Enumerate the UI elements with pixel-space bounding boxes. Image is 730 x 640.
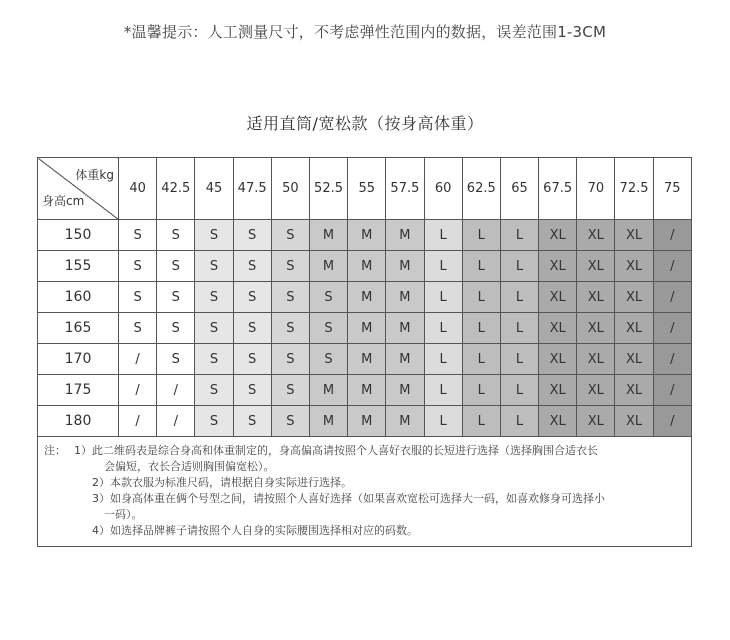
size-cell: M — [386, 251, 424, 282]
size-cell: L — [424, 282, 462, 313]
notes-cell — [38, 437, 692, 547]
size-cell: S — [195, 282, 233, 313]
size-cell: S — [233, 344, 271, 375]
size-cell: XL — [539, 220, 577, 251]
size-cell: S — [233, 282, 271, 313]
size-cell: S — [271, 282, 309, 313]
size-cell: XL — [615, 282, 653, 313]
size-cell: L — [462, 251, 500, 282]
weight-header-cell: 57.5 — [386, 158, 424, 220]
size-cell: L — [424, 220, 462, 251]
size-cell: S — [195, 375, 233, 406]
size-cell: M — [386, 406, 424, 437]
size-cell: XL — [615, 344, 653, 375]
size-cell: S — [157, 344, 195, 375]
size-cell: M — [348, 251, 386, 282]
note-line: 会偏短，衣长合适则胸围偏宽松）。 — [104, 460, 275, 473]
warm-tip: *温馨提示：人工测量尺寸，不考虑弹性范围内的数据，误差范围1-3CM — [123, 23, 607, 41]
weight-axis-label: 体重kg — [75, 168, 114, 182]
size-cell: S — [195, 406, 233, 437]
size-cell: S — [271, 344, 309, 375]
size-cell: S — [233, 313, 271, 344]
size-cell: M — [386, 313, 424, 344]
size-cell: S — [271, 375, 309, 406]
size-cell: XL — [577, 375, 615, 406]
size-cell: S — [157, 282, 195, 313]
weight-header-cell: 70 — [577, 158, 615, 220]
height-cell: 150 — [38, 220, 119, 251]
size-cell: S — [119, 282, 157, 313]
size-cell: XL — [539, 344, 577, 375]
size-cell: M — [309, 220, 347, 251]
size-cell: M — [348, 406, 386, 437]
weight-header-cell: 42.5 — [157, 158, 195, 220]
size-cell: XL — [577, 282, 615, 313]
height-cell: 165 — [38, 313, 119, 344]
corner-header-cell — [38, 158, 119, 220]
table-row — [38, 220, 692, 251]
size-cell: / — [157, 406, 195, 437]
size-cell: S — [271, 313, 309, 344]
table-row — [38, 406, 692, 437]
size-cell: XL — [615, 406, 653, 437]
size-cell: M — [386, 375, 424, 406]
size-cell: / — [119, 406, 157, 437]
size-cell: / — [653, 282, 691, 313]
size-cell: M — [348, 313, 386, 344]
table-row — [38, 375, 692, 406]
size-cell: L — [462, 313, 500, 344]
size-cell: M — [386, 344, 424, 375]
size-cell: S — [233, 220, 271, 251]
size-cell: L — [462, 220, 500, 251]
size-cell: M — [309, 251, 347, 282]
size-cell: / — [653, 313, 691, 344]
size-cell: XL — [577, 313, 615, 344]
size-cell: L — [500, 282, 538, 313]
note-line: 4）如选择品牌裤子请按照个人自身的实际腰围选择相对应的码数。 — [92, 524, 418, 537]
weight-header-cell: 52.5 — [309, 158, 347, 220]
weight-header-cell: 60 — [424, 158, 462, 220]
size-cell: L — [500, 375, 538, 406]
table-row — [38, 313, 692, 344]
size-cell: L — [424, 251, 462, 282]
size-cell: / — [653, 375, 691, 406]
size-cell: S — [309, 344, 347, 375]
size-cell: S — [157, 220, 195, 251]
size-cell: S — [195, 251, 233, 282]
size-cell: M — [348, 344, 386, 375]
size-cell: S — [271, 251, 309, 282]
size-cell: M — [386, 220, 424, 251]
size-cell: L — [462, 282, 500, 313]
size-cell: L — [424, 406, 462, 437]
size-cell: XL — [577, 251, 615, 282]
size-cell: L — [462, 375, 500, 406]
weight-header-cell: 67.5 — [539, 158, 577, 220]
size-cell: XL — [539, 251, 577, 282]
weight-header-cell: 47.5 — [233, 158, 271, 220]
size-cell: / — [653, 344, 691, 375]
header-row — [38, 158, 692, 220]
size-cell: S — [309, 313, 347, 344]
size-cell: S — [233, 251, 271, 282]
size-cell: XL — [539, 375, 577, 406]
weight-header-cell: 62.5 — [462, 158, 500, 220]
size-cell: M — [309, 375, 347, 406]
size-cell: S — [195, 313, 233, 344]
size-cell: M — [386, 282, 424, 313]
size-cell: S — [157, 251, 195, 282]
size-cell: S — [195, 344, 233, 375]
size-cell: XL — [577, 344, 615, 375]
size-cell: S — [195, 220, 233, 251]
weight-header-cell: 50 — [271, 158, 309, 220]
note-line: 一码）。 — [104, 508, 143, 521]
size-cell: M — [348, 282, 386, 313]
size-cell: XL — [539, 282, 577, 313]
size-cell: L — [462, 344, 500, 375]
size-cell: XL — [539, 406, 577, 437]
height-cell: 160 — [38, 282, 119, 313]
size-cell: XL — [615, 220, 653, 251]
size-cell: L — [424, 313, 462, 344]
notes-prefix: 注： — [44, 444, 66, 457]
size-cell: L — [500, 220, 538, 251]
size-cell: L — [500, 344, 538, 375]
size-cell: S — [233, 406, 271, 437]
size-cell: S — [271, 406, 309, 437]
size-cell: XL — [615, 251, 653, 282]
size-chart-table — [37, 157, 692, 547]
note-line: 2）本款衣服为标准尺码，请根据自身实际进行选择。 — [92, 476, 352, 489]
chart-title: 适用直筒/宽松款（按身高体重） — [246, 114, 484, 133]
height-axis-label: 身高cm — [42, 194, 85, 208]
size-cell: S — [119, 220, 157, 251]
size-cell: XL — [577, 406, 615, 437]
size-cell: L — [424, 375, 462, 406]
size-cell: S — [233, 375, 271, 406]
size-cell: XL — [615, 313, 653, 344]
size-cell: / — [157, 375, 195, 406]
size-cell: L — [500, 251, 538, 282]
weight-header-cell: 45 — [195, 158, 233, 220]
size-cell: S — [309, 282, 347, 313]
size-cell: XL — [539, 313, 577, 344]
size-cell: S — [119, 313, 157, 344]
weight-header-cell: 65 — [500, 158, 538, 220]
height-cell: 170 — [38, 344, 119, 375]
table-row — [38, 251, 692, 282]
height-cell: 175 — [38, 375, 119, 406]
table-row — [38, 344, 692, 375]
size-cell: / — [119, 375, 157, 406]
size-cell: L — [424, 344, 462, 375]
size-cell: L — [462, 406, 500, 437]
size-cell: / — [119, 344, 157, 375]
size-cell: M — [348, 375, 386, 406]
weight-header-cell: 75 — [653, 158, 691, 220]
height-cell: 155 — [38, 251, 119, 282]
note-line: 3）如身高体重在俩个号型之间，请按照个人喜好选择（如果喜欢宽松可选择大一码，如喜欢修身可选择小 — [92, 492, 605, 505]
weight-header-cell: 72.5 — [615, 158, 653, 220]
size-cell: S — [271, 220, 309, 251]
size-cell: M — [348, 220, 386, 251]
size-cell: XL — [577, 220, 615, 251]
size-cell: S — [157, 313, 195, 344]
size-cell: XL — [615, 375, 653, 406]
weight-header-cell: 55 — [348, 158, 386, 220]
notes-row — [38, 437, 692, 547]
size-cell: / — [653, 220, 691, 251]
weight-header-cell: 40 — [119, 158, 157, 220]
height-cell: 180 — [38, 406, 119, 437]
size-cell: L — [500, 406, 538, 437]
size-cell: / — [653, 406, 691, 437]
size-cell: / — [653, 251, 691, 282]
size-cell: L — [500, 313, 538, 344]
size-cell: S — [119, 251, 157, 282]
size-cell: M — [309, 406, 347, 437]
table-row — [38, 282, 692, 313]
note-line: 1）此二维码表是综合身高和体重制定的，身高偏高请按照个人喜好衣服的长短进行选择（选择胸围合适衣长 — [74, 444, 598, 457]
